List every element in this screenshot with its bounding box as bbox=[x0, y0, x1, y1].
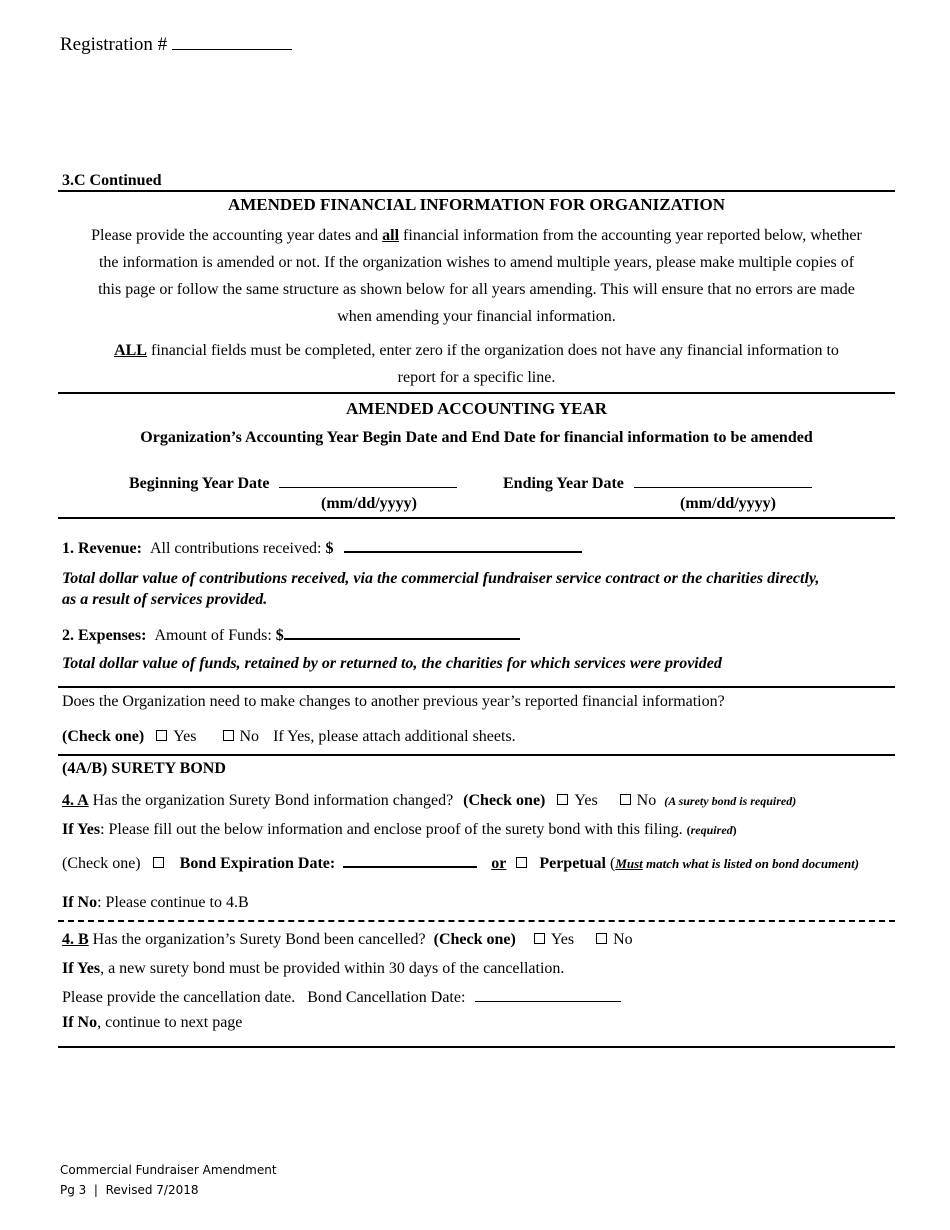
all-fields-note bbox=[58, 337, 895, 391]
surety-4a-no-option[interactable] bbox=[620, 792, 657, 809]
surety-4a-yes-option[interactable] bbox=[557, 792, 597, 809]
begin-date-field[interactable] bbox=[279, 473, 457, 488]
yes-label: Yes bbox=[173, 728, 197, 745]
no-label: No bbox=[636, 792, 657, 809]
surety-4b-label: 4. B bbox=[62, 931, 89, 948]
no-label: No bbox=[613, 931, 633, 948]
perpetual-checkbox[interactable] bbox=[516, 857, 527, 868]
dashed-divider bbox=[58, 920, 895, 922]
previous-year-no-option[interactable] bbox=[223, 728, 260, 745]
all-note-text: report for a specific line. bbox=[397, 369, 556, 386]
check-one-label: (Check one) bbox=[463, 792, 546, 809]
if-no-text: : Please continue to 4.B bbox=[97, 894, 249, 911]
expenses-row bbox=[62, 624, 520, 645]
required-open: ( bbox=[686, 823, 691, 837]
surety-4b-yes-option[interactable] bbox=[534, 931, 574, 948]
intro-text: financial information from the accounting year reported below, whether bbox=[399, 227, 862, 244]
surety-title: (4A/B) SURETY BOND bbox=[62, 760, 226, 777]
surety-4a-label: 4. A bbox=[62, 792, 89, 809]
footer bbox=[60, 1160, 277, 1200]
revenue-field[interactable] bbox=[344, 537, 582, 553]
if-yes-text: : Please fill out the below information and enclose proof of the surety bond with this filing. bbox=[100, 821, 683, 838]
end-date-row bbox=[503, 473, 812, 493]
surety-4a-ifno bbox=[62, 894, 249, 912]
section-label: 3.C Continued bbox=[62, 172, 162, 189]
surety-4b-ifno bbox=[62, 1014, 242, 1032]
expenses-label: 2. Expenses: bbox=[62, 627, 147, 644]
expenses-dollar: $ bbox=[275, 627, 284, 644]
required-word: required bbox=[690, 823, 733, 837]
checkbox[interactable] bbox=[534, 933, 545, 944]
intro-all-word: all bbox=[382, 227, 400, 244]
accounting-year-title: AMENDED ACCOUNTING YEAR bbox=[346, 399, 607, 418]
cancellation-label: Bond Cancellation Date: bbox=[307, 989, 466, 1006]
yes-label: Yes bbox=[574, 792, 598, 809]
begin-date-label: Beginning Year Date bbox=[129, 475, 270, 492]
checkbox[interactable] bbox=[223, 730, 234, 741]
if-no-text: , continue to next page bbox=[97, 1014, 243, 1031]
checkbox[interactable] bbox=[156, 730, 167, 741]
surety-4a-question: Has the organization Surety Bond information changed? bbox=[92, 792, 454, 809]
cancellation-prompt: Please provide the cancellation date. bbox=[62, 989, 296, 1006]
check-one-label: (Check one) bbox=[433, 931, 516, 948]
end-date-field[interactable] bbox=[634, 473, 812, 488]
cancellation-row bbox=[62, 987, 621, 1007]
if-no-label: If No bbox=[62, 894, 98, 911]
surety-expiration-row bbox=[62, 852, 859, 873]
surety-4a-ifyes bbox=[62, 821, 737, 839]
registration-field[interactable] bbox=[172, 35, 292, 50]
registration-line bbox=[60, 34, 292, 56]
end-date-format: (mm/dd/yyyy) bbox=[680, 495, 776, 512]
revenue-note-text: Total dollar value of contributions received, via the commercial fundraiser service contract or the charities directly, bbox=[62, 570, 820, 587]
page-title: AMENDED FINANCIAL INFORMATION FOR ORGANIZATION bbox=[227, 195, 726, 214]
divider bbox=[58, 190, 895, 192]
divider bbox=[58, 392, 895, 394]
expiration-date-field[interactable] bbox=[343, 852, 477, 868]
intro-text: Please provide the accounting year dates and bbox=[91, 227, 383, 244]
footer-page: Pg 3 | Revised 7/2018 bbox=[60, 1183, 199, 1197]
all-note-text: financial fields must be completed, enter zero if the organization does not have any financial information to bbox=[146, 342, 839, 359]
expiration-checkbox[interactable] bbox=[153, 857, 164, 868]
revenue-text: All contributions received: bbox=[149, 540, 322, 557]
divider bbox=[58, 517, 895, 519]
no-label: No bbox=[239, 728, 260, 745]
surety-4b-row bbox=[62, 931, 633, 949]
intro-paragraph bbox=[58, 222, 895, 330]
surety-required-note: (A surety bond is required) bbox=[664, 794, 797, 808]
end-date-label: Ending Year Date bbox=[503, 475, 624, 492]
checkbox[interactable] bbox=[620, 794, 631, 805]
if-yes-label: If Yes bbox=[62, 960, 101, 977]
expenses-text: Amount of Funds: bbox=[154, 627, 272, 644]
checkbox[interactable] bbox=[557, 794, 568, 805]
if-yes-label: If Yes bbox=[62, 821, 101, 838]
previous-year-question: Does the Organization need to make changes to another previous year’s reported financial information? bbox=[62, 693, 725, 710]
required-close: ) bbox=[732, 823, 737, 837]
begin-date-format: (mm/dd/yyyy) bbox=[321, 495, 417, 512]
revenue-dollar: $ bbox=[325, 540, 334, 557]
accounting-year-subtitle: Organization’s Accounting Year Begin Date and End Date for financial information to be amended bbox=[140, 429, 813, 446]
registration-label: Registration # bbox=[60, 34, 168, 55]
match-must: Must bbox=[615, 856, 643, 871]
intro-text: the information is amended or not. If the organization wishes to amend multiple years, please make multiple copies of bbox=[98, 254, 855, 271]
surety-4a-row bbox=[62, 792, 796, 810]
intro-text: this page or follow the same structure as shown below for all years amending. This will ensure that no errors are made bbox=[98, 281, 855, 298]
revenue-label: 1. Revenue: bbox=[62, 540, 142, 557]
surety-4b-ifyes bbox=[62, 960, 564, 978]
previous-year-yes-option[interactable] bbox=[156, 728, 196, 745]
previous-year-check-row bbox=[62, 728, 516, 746]
check-one-label: (Check one) bbox=[62, 855, 141, 872]
yes-label: Yes bbox=[550, 931, 575, 948]
surety-4b-no-option[interactable] bbox=[596, 931, 633, 948]
all-word: ALL bbox=[114, 342, 147, 359]
expiration-label: Bond Expiration Date: bbox=[179, 855, 336, 872]
perpetual-label: Perpetual bbox=[539, 855, 606, 872]
previous-year-note: If Yes, please attach additional sheets. bbox=[273, 728, 516, 745]
divider bbox=[58, 754, 895, 756]
intro-text: when amending your financial information. bbox=[337, 308, 616, 325]
begin-date-row bbox=[129, 473, 457, 493]
checkbox[interactable] bbox=[596, 933, 607, 944]
divider bbox=[58, 686, 895, 688]
expenses-field[interactable] bbox=[284, 624, 520, 640]
revenue-note bbox=[62, 568, 819, 610]
surety-4b-question: Has the organization’s Surety Bond been cancelled? bbox=[92, 931, 426, 948]
revenue-row bbox=[62, 537, 582, 558]
match-rest: match what is listed on bond document) bbox=[642, 856, 860, 871]
cancellation-date-field[interactable] bbox=[475, 987, 621, 1002]
revenue-note-text: as a result of services provided. bbox=[62, 591, 268, 608]
match-open: ( bbox=[609, 855, 616, 872]
divider bbox=[58, 1046, 895, 1048]
or-label: or bbox=[491, 855, 507, 872]
if-yes-text: , a new surety bond must be provided within 30 days of the cancellation. bbox=[100, 960, 565, 977]
expenses-note: Total dollar value of funds, retained by or returned to, the charities for which services were provided bbox=[62, 655, 722, 672]
check-one-label: (Check one) bbox=[62, 728, 145, 745]
footer-title: Commercial Fundraiser Amendment bbox=[60, 1163, 277, 1177]
if-no-label: If No bbox=[62, 1014, 98, 1031]
